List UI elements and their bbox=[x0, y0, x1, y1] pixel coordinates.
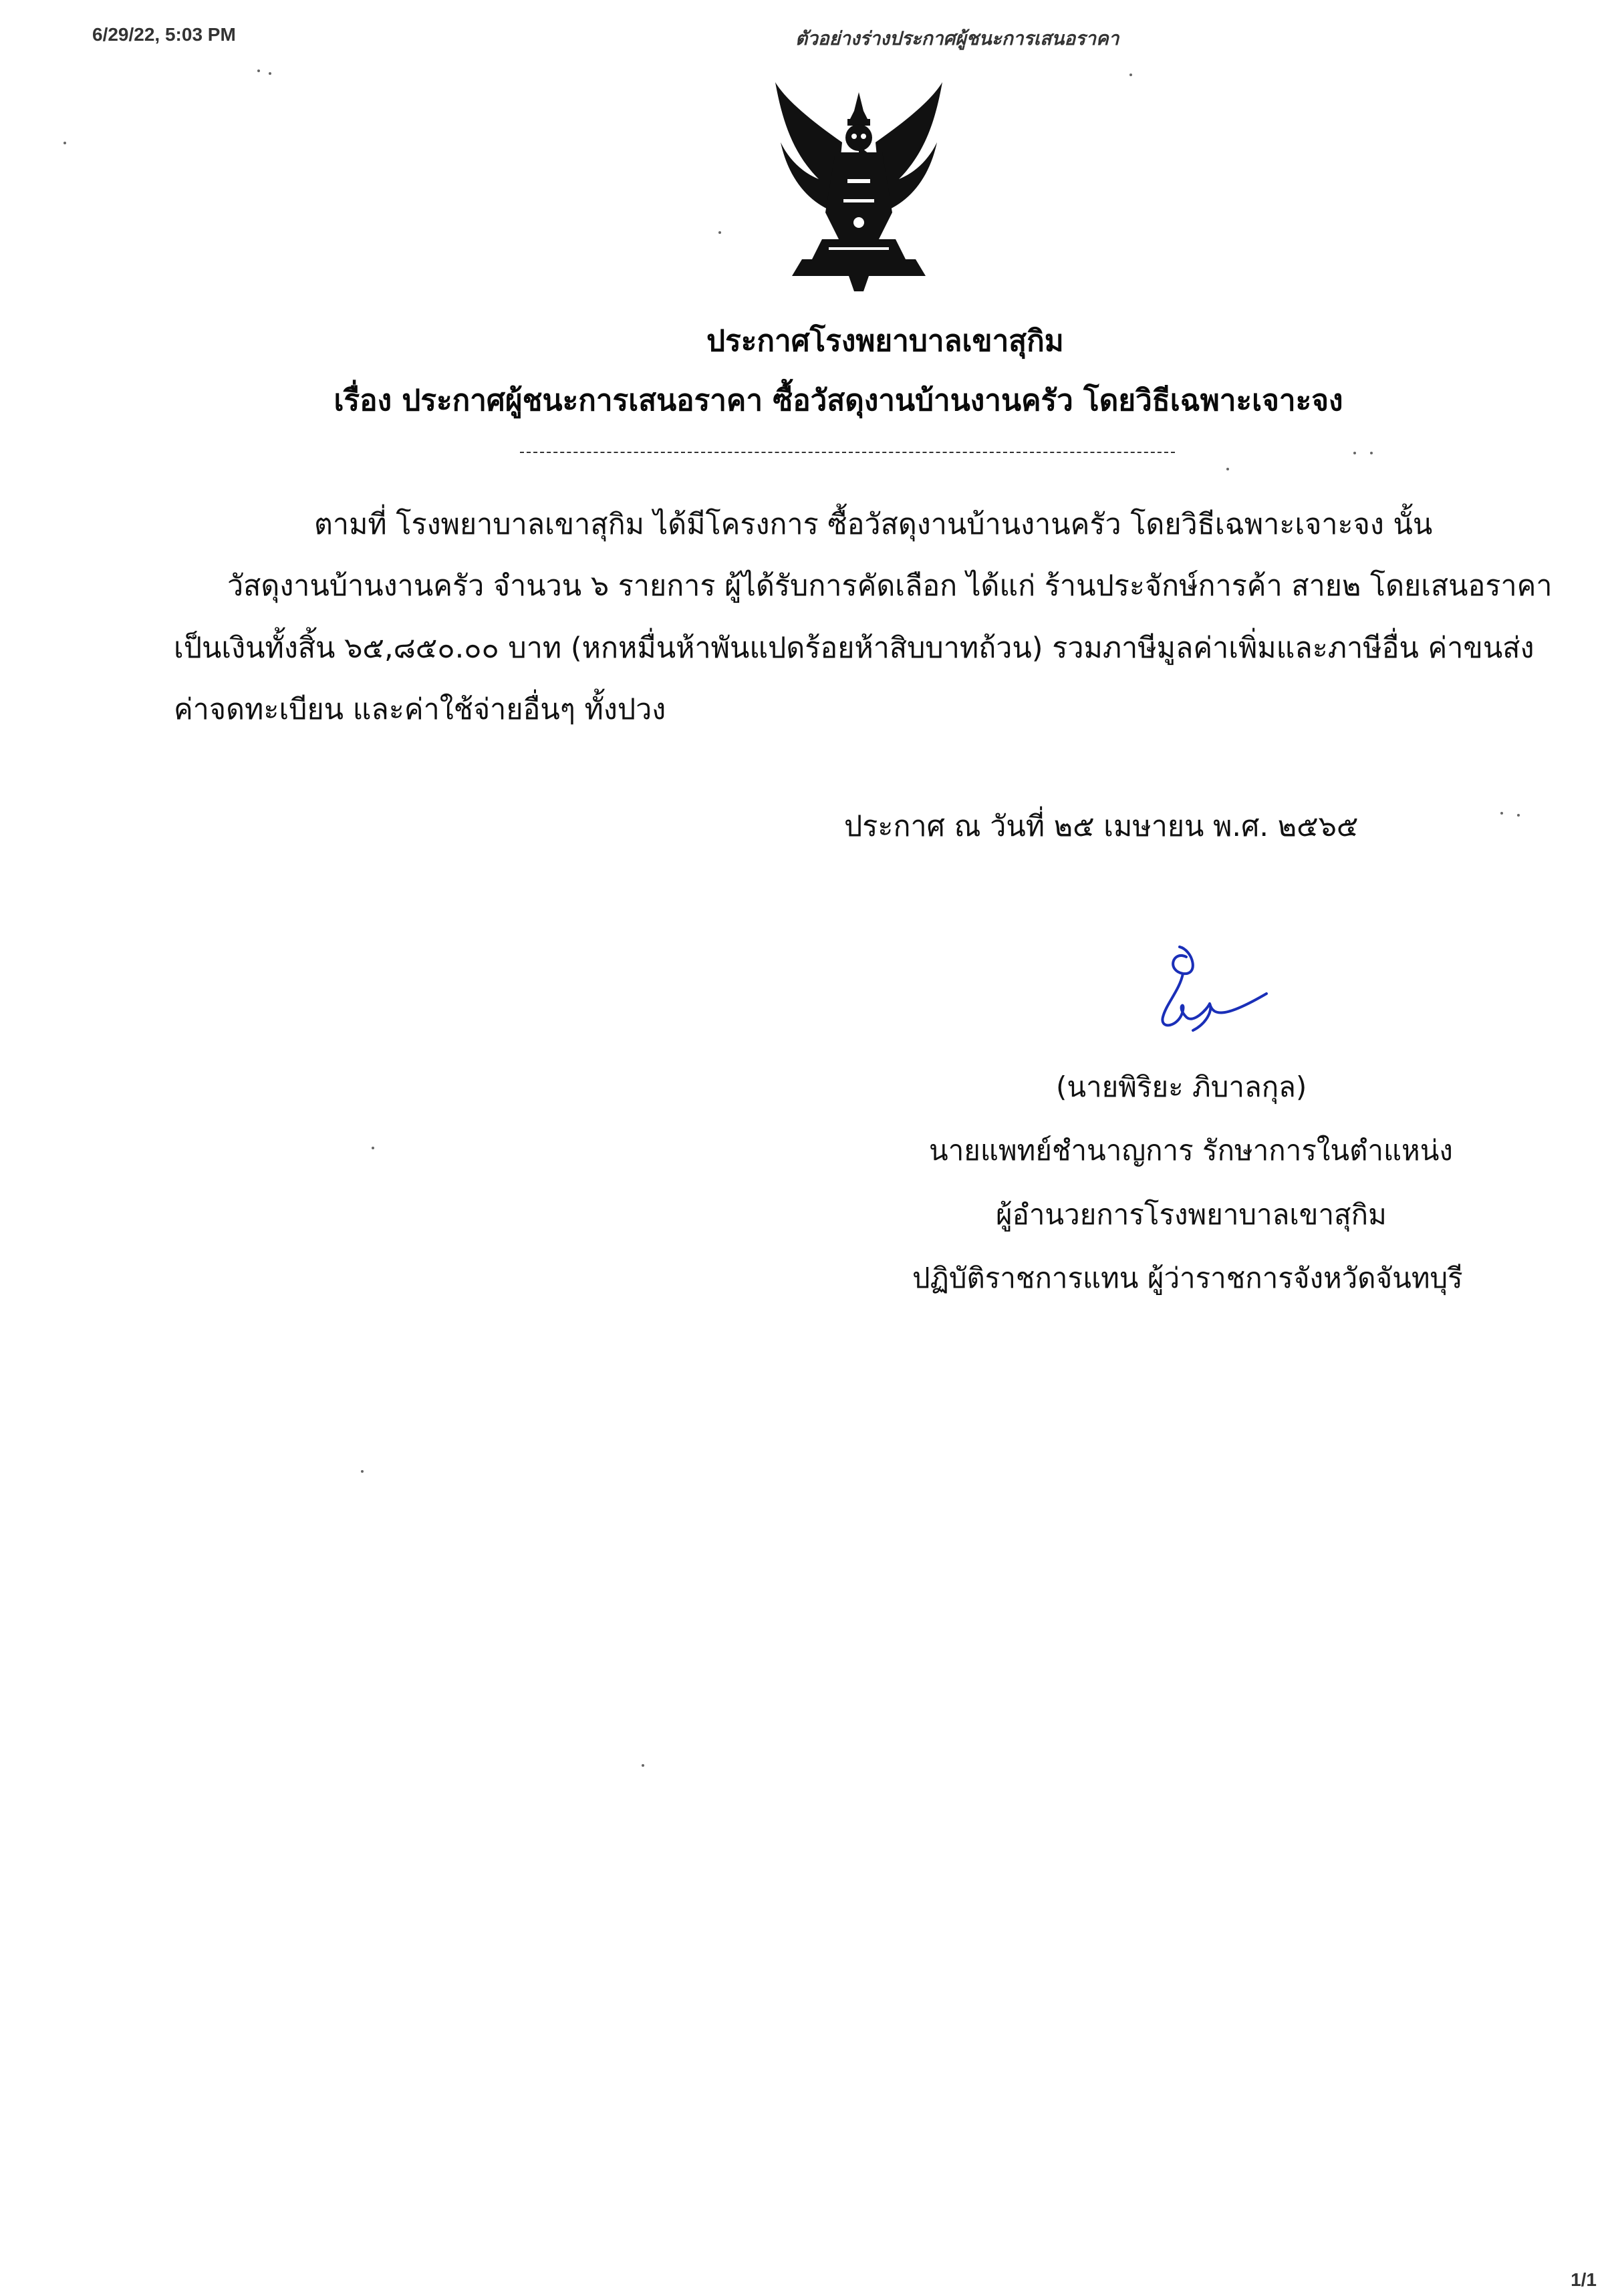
body-paragraph-line: วัสดุงานบ้านงานครัว จำนวน ๖ รายการ ผู้ได้รับการคัดเลือก ได้แก่ ร้านประจักษ์การค้า สาย๒ โดยเสนอราคา bbox=[227, 569, 1553, 603]
announcement-title: ประกาศโรงพยาบาลเขาสุกิม bbox=[706, 324, 1064, 358]
announcement-date: ประกาศ ณ วันที่ ๒๕ เมษายน พ.ศ. ๒๕๖๕ bbox=[844, 810, 1359, 843]
scan-speck bbox=[1129, 74, 1132, 76]
scan-speck bbox=[63, 142, 66, 144]
scan-speck bbox=[1226, 468, 1229, 470]
scan-speck bbox=[1517, 814, 1520, 817]
scan-speck bbox=[1353, 452, 1356, 454]
print-header-title: ตัวอย่างร่างประกาศผู้ชนะการเสนอราคา bbox=[795, 28, 1119, 49]
body-paragraph-line: ค่าจดทะเบียน และค่าใช้จ่ายอื่นๆ ทั้งปวง bbox=[174, 693, 666, 726]
scan-speck bbox=[361, 1470, 364, 1473]
signer-role: ผู้อำนวยการโรงพยาบาลเขาสุกิม bbox=[996, 1198, 1387, 1231]
body-paragraph-line: ตามที่ โรงพยาบาลเขาสุกิม ได้มีโครงการ ซื้อวัสดุงานบ้านงานครัว โดยวิธีเฉพาะเจาะจง นั้น bbox=[314, 508, 1433, 541]
signer-name: (นายพิริยะ ภิบาลกุล) bbox=[1056, 1070, 1307, 1103]
body-paragraph-line: เป็นเงินทั้งสิ้น ๖๕,๘๕๐.๐๐ บาท (หกหมื่นห้าพันแปดร้อยห้าสิบบาทถ้วน) รวมภาษีมูลค่าเพิ่มและภาษีอื่น ค่าขนส่ง bbox=[174, 631, 1534, 665]
scan-speck bbox=[1500, 812, 1503, 815]
scan-speck bbox=[372, 1147, 374, 1149]
print-timestamp: 6/29/22, 5:03 PM bbox=[92, 24, 236, 45]
scan-speck bbox=[257, 69, 260, 72]
scan-speck bbox=[1370, 452, 1373, 454]
page-counter: 1/1 bbox=[1571, 2269, 1597, 2290]
title-divider bbox=[520, 452, 1175, 453]
announcement-subject: เรื่อง ประกาศผู้ชนะการเสนอราคา ซื้อวัสดุงานบ้านงานครัว โดยวิธีเฉพาะเจาะจง bbox=[333, 384, 1343, 418]
scan-speck bbox=[642, 1764, 644, 1767]
handwritten-signature bbox=[1146, 944, 1273, 1044]
signer-position: นายแพทย์ชำนาญการ รักษาการในตำแหน่ง bbox=[929, 1134, 1453, 1167]
scan-speck bbox=[718, 231, 721, 234]
signer-acting: ปฏิบัติราชการแทน ผู้ว่าราชการจังหวัดจันทบุรี bbox=[912, 1262, 1463, 1294]
scan-speck bbox=[269, 72, 271, 75]
garuda-emblem-icon bbox=[762, 79, 956, 293]
